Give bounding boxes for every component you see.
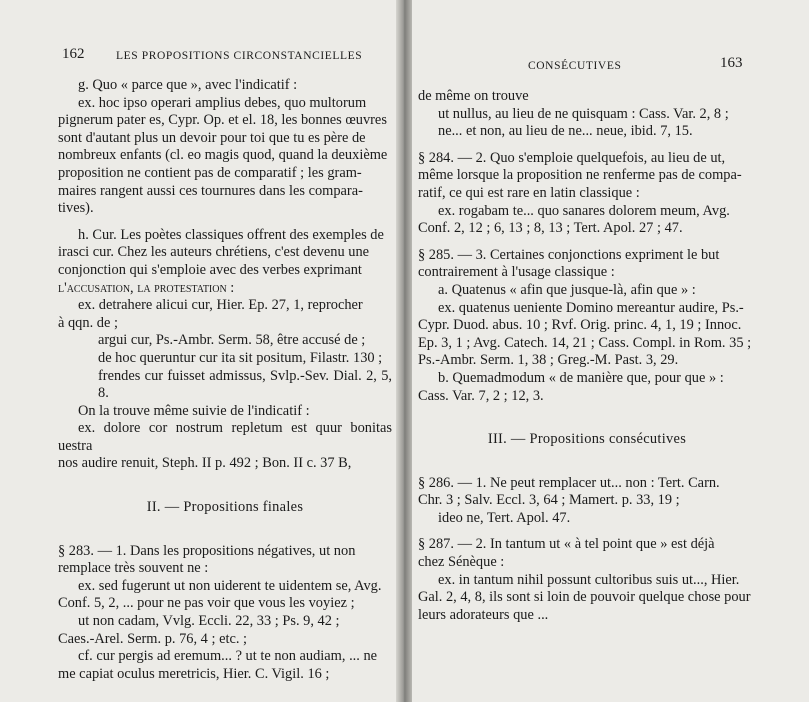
running-head: LES PROPOSITIONS CIRCONSTANCIELLES: [116, 50, 363, 62]
text-line: tives).: [58, 200, 94, 217]
text-line: ex. quatenus ueniente Domino mereantur audire, Ps.-: [438, 299, 744, 316]
text-line: ratif, ce qui est rare en latin classique :: [418, 184, 640, 201]
right-page-body: [418, 88, 756, 624]
text-line: § 286. — 1. Ne peut remplacer ut... non : Tert. Carn.: [418, 474, 720, 491]
text-line: cf. cur pergis ad eremum... ? ut te non audiam, ... ne: [78, 648, 378, 665]
text-line: ex. rogabam te... quo sanares dolorem meum, Avg.: [438, 202, 730, 219]
section-heading: II. — Propositions finales: [146, 499, 304, 516]
book-gutter: [396, 0, 412, 702]
text-line: l'accusation, la protestation :: [58, 279, 235, 296]
text-line: conjonction qui s'emploie avec des verbes exprimant: [58, 261, 362, 278]
running-head: CONSÉCUTIVES: [528, 60, 622, 72]
text-line: § 283. — 1. Dans les propositions négatives, ut non: [58, 542, 356, 559]
text-line: nos audire renuit, Steph. II p. 492 ; Bon. II c. 37 B,: [58, 455, 352, 472]
left-page-body: [58, 77, 392, 683]
text-line: nombreux enfants (cl. eo magis quod, quand la deuxième: [58, 147, 388, 164]
text-line: chez Sénèque :: [418, 554, 505, 571]
text-line: § 287. — 2. In tantum ut « à tel point que » est déjà: [418, 536, 715, 553]
text-line: Gal. 2, 4, 8, ils sont si loin de pouvoir quelque chose pour: [418, 589, 751, 606]
text-line: Conf. 2, 12 ; 6, 13 ; 8, 13 ; Tert. Apol. 27 ; 47.: [418, 220, 683, 237]
text-line: On la trouve même suivie de l'indicatif :: [78, 402, 310, 419]
text-line: ideo ne, Tert. Apol. 47.: [438, 509, 571, 526]
text-line: irasci cur. Chez les auteurs chrétiens, c'est devenu une: [58, 244, 370, 261]
text-line: de hoc queruntur cur ita sit positum, Filastr. 130 ;: [98, 349, 383, 366]
left-page: [0, 0, 404, 702]
text-line: ut non cadam, Vvlg. Eccli. 22, 33 ; Ps. 9, 42 ;: [78, 613, 340, 630]
text-line: ex. in tantum nihil possunt cultoribus suis ut..., Hier.: [438, 571, 740, 588]
text-line: leurs adorateurs que ...: [418, 606, 549, 623]
text-line: Cypr. Duod. abus. 10 ; Rvf. Orig. princ. 4, 1, 19 ; Innoc.: [418, 317, 742, 334]
text-line: argui cur, Ps.-Ambr. Serm. 58, être accusé de ;: [98, 332, 366, 349]
text-line: maires rangent aussi ces tournures dans les compara-: [58, 182, 363, 199]
text-line: Caes.-Arel. Serm. p. 76, 4 ; etc. ;: [58, 630, 248, 647]
page-number: 163: [720, 55, 743, 71]
text-line: ex. dolore cor nostrum repletum est quur bonitas uestra: [58, 420, 392, 454]
text-line: Cass. Var. 7, 2 ; 12, 3.: [418, 387, 544, 404]
text-line: me capiat oculus meretricis, Hier. C. Vigil. 16 ;: [58, 665, 330, 682]
text-line: h. Cur. Les poètes classiques offrent des exemples de: [78, 226, 384, 243]
text-line: ex. sed fugerunt ut non uiderent te uidentem se, Avg.: [78, 577, 382, 594]
text-line: g. Quo « parce que », avec l'indicatif :: [78, 77, 298, 93]
right-page: [404, 0, 809, 702]
text-line: Ep. 3, 1 ; Avg. Catech. 14, 21 ; Cass. Compl. in Rom. 35 ;: [418, 334, 752, 351]
text-line: a. Quatenus « afin que jusque-là, afin que » :: [438, 281, 696, 298]
text-line: remplace très souvent ne :: [58, 560, 209, 577]
text-line: b. Quemadmodum « de manière que, pour que » :: [438, 369, 724, 386]
text-line: Chr. 3 ; Salv. Eccl. 3, 64 ; Mamert. p. 33, 19 ;: [418, 492, 680, 509]
text-line: proposition ne contient pas de comparatif ; les gram-: [58, 164, 362, 181]
text-line: contrairement à l'usage classique :: [418, 264, 615, 281]
text-line: sont d'autant plus un devoir pour toi que tu es père de: [58, 129, 366, 146]
text-line: ut nullus, au lieu de ne quisquam : Cass. Var. 2, 8 ;: [438, 105, 729, 122]
text-line: pignerum pater es, Cypr. Op. et el. 18, les bonnes œuvres: [58, 112, 387, 129]
text-line: de même on trouve: [418, 88, 529, 104]
text-line: § 284. — 2. Quo s'emploie quelquefois, au lieu de ut,: [418, 149, 726, 166]
text-line: ex. detrahere alicui cur, Hier. Ep. 27, 1, reprocher: [78, 297, 363, 314]
text-line: même lorsque la proposition ne renferme pas de compa-: [418, 167, 742, 184]
text-line: ne... et non, au lieu de ne... neue, ibid. 7, 15.: [438, 123, 693, 140]
text-line: frendes cur fuisset admissus, Svlp.-Sev. Dial. 2, 5, 8.: [98, 367, 392, 402]
text-line: Conf. 5, 2, ... pour ne pas voir que vous les voyiez ;: [58, 595, 355, 612]
page-number: 162: [62, 46, 85, 62]
text-line: § 285. — 3. Certaines conjonctions expriment le but: [418, 246, 720, 263]
section-heading: III. — Propositions consécutives: [487, 431, 687, 448]
text-line: Ps.-Ambr. Serm. 1, 38 ; Greg.-M. Past. 3, 29.: [418, 352, 679, 369]
text-line: à qqn. de ;: [58, 314, 118, 331]
text-line: ex. hoc ipso operari amplius debes, quo multorum: [78, 94, 367, 111]
